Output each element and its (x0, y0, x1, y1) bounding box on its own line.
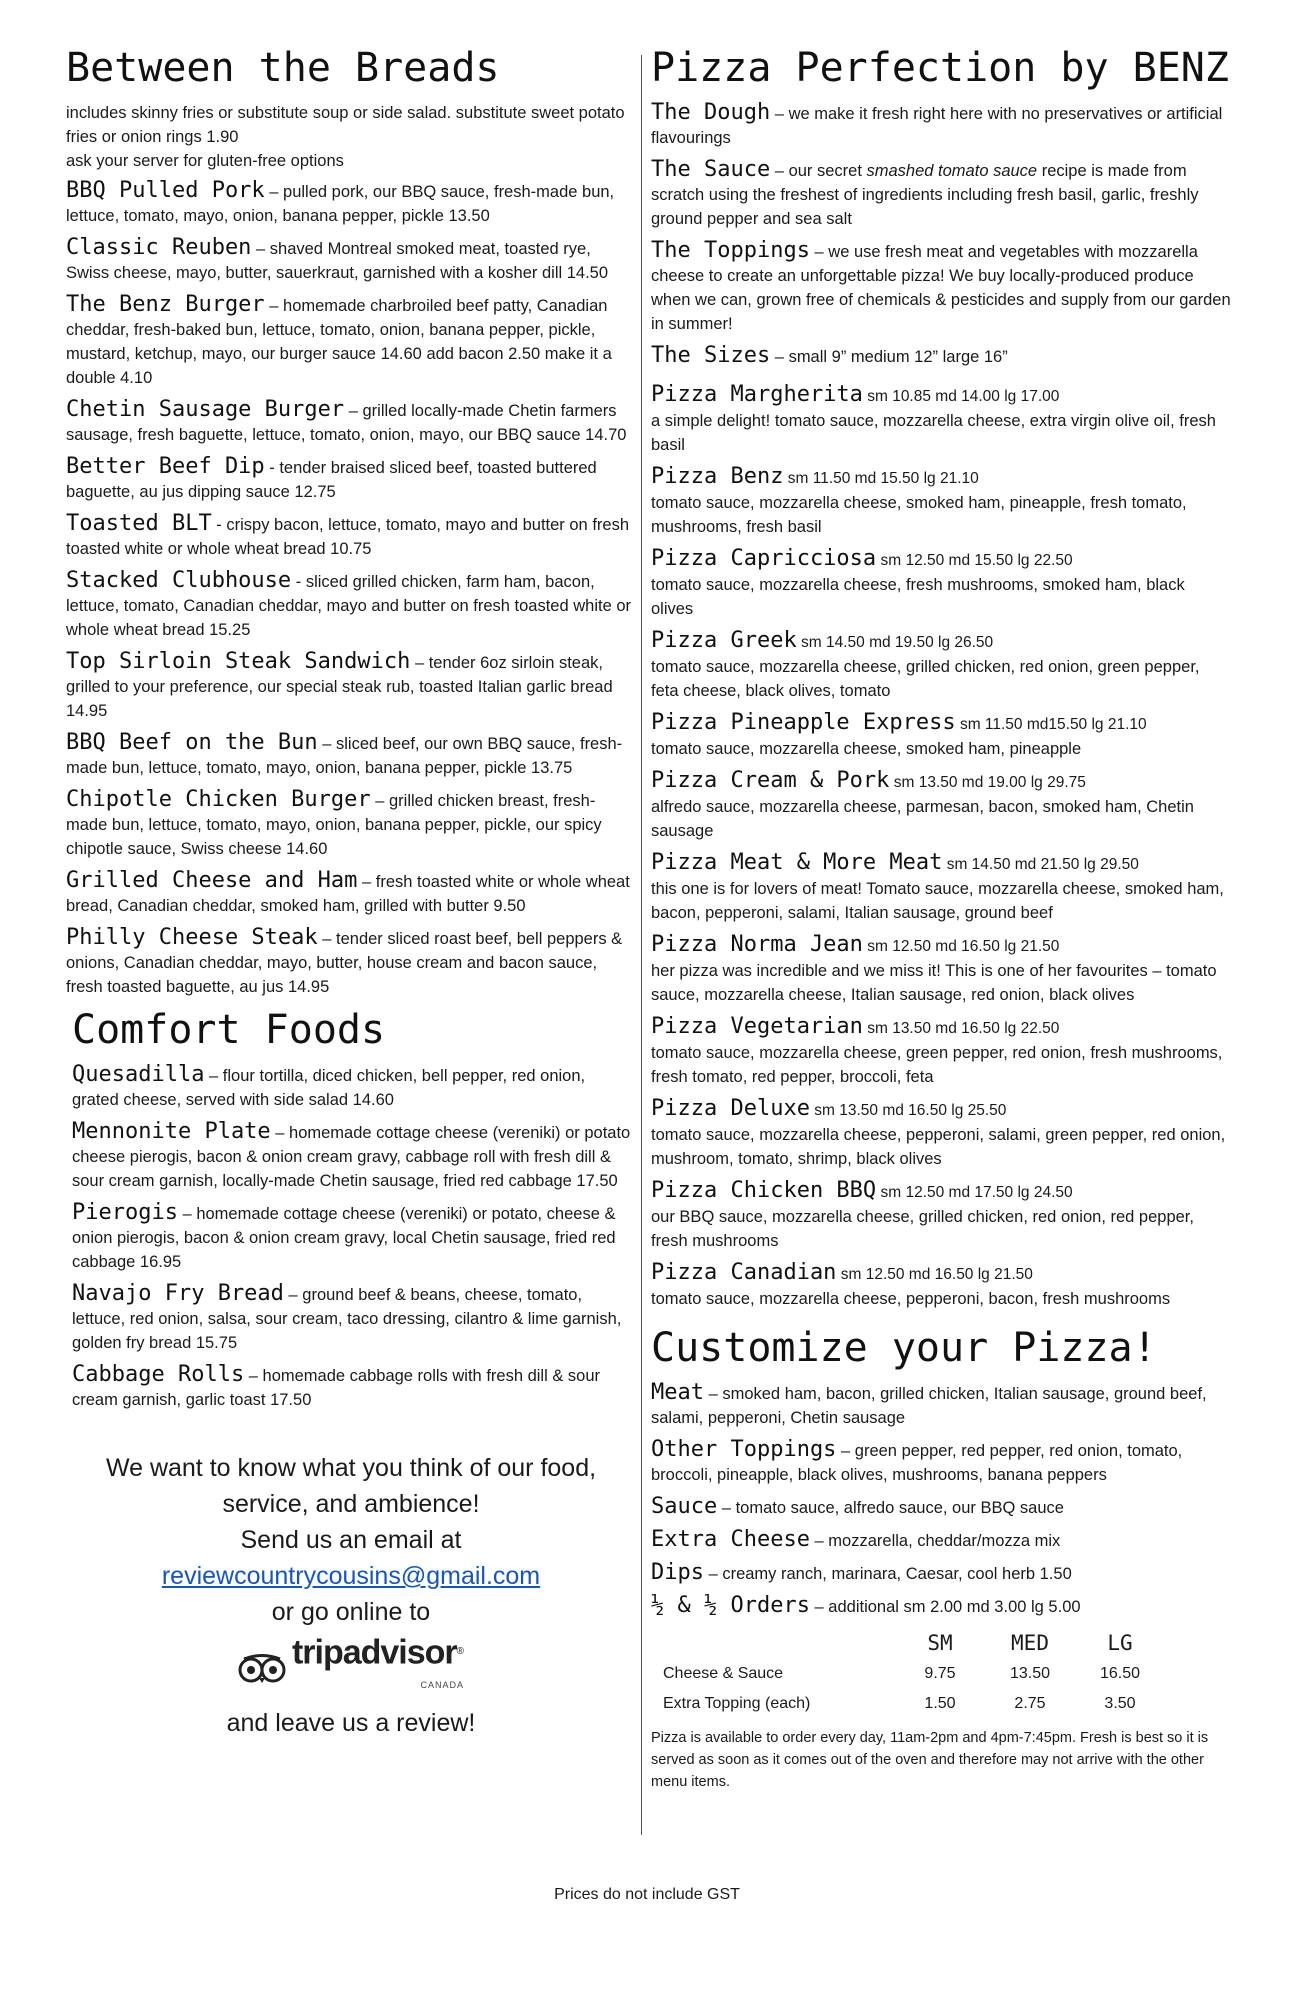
right-column (651, 45, 1231, 1793)
menu-item-name: Pizza Meat & More Meat (651, 850, 943, 875)
menu-item-name: ½ & ½ Orders (651, 1593, 810, 1618)
menu-item-name: Toasted BLT (66, 511, 212, 536)
menu-item (651, 383, 1231, 457)
menu-item-description: – fresh toasted white or whole wheat bread, Canadian cheddar, smoked ham, grilled with butter 9.50 (66, 873, 630, 915)
menu-item-price: sm 14.50 md 21.50 lg 29.50 (942, 856, 1139, 873)
menu-item (651, 465, 1231, 539)
menu-item-description: – tomato sauce, alfredo sauce, our BBQ sauce (717, 1499, 1064, 1517)
menu-item (72, 1363, 636, 1412)
comfort-foods-section (66, 1007, 636, 1412)
menu-item-description: a simple delight! tomato sauce, mozzarella cheese, extra virgin olive oil, fresh basil (651, 412, 1216, 454)
about-dough (651, 101, 1231, 150)
menu-item-description: tomato sauce, mozzarella cheese, pepperoni, bacon, fresh mushrooms (651, 1290, 1171, 1308)
table-row (655, 1659, 1165, 1689)
menu-item-name: Pizza Greek (651, 628, 797, 653)
about-desc: – our secret (770, 162, 867, 180)
menu-item-description: – homemade cottage cheese (vereniki) or potato, cheese & onion pierogis, bacon & onion cream gravy, local Chetin sausage, fried red cabbage 16.95 (72, 1205, 616, 1271)
pizza-availability-note: Pizza is available to order every day, 11am-2pm and 4pm-7:45pm. Fresh is best so it is served as soon as it comes out of the oven and therefore may not arrive with the other menu items. (651, 1730, 1209, 1790)
menu-item (72, 1201, 636, 1274)
menu-item (651, 933, 1231, 1007)
menu-item-description: – grilled locally-made Chetin farmers sausage, fresh baguette, lettuce, tomato, onion, mayo, our BBQ sauce 14.70 (66, 402, 627, 444)
table-cell: 2.75 (1014, 1695, 1046, 1712)
menu-item-price: sm 11.50 md 15.50 lg 21.10 (783, 470, 979, 487)
menu-item-description: her pizza was incredible and we miss it! This is one of her favourites – tomato sauce, mozzarella cheese, Italian sausage, red onion, black olives (651, 962, 1217, 1004)
menu-item-description: – tender sliced roast beef, bell peppers & onions, Canadian cheddar, mayo, butter, house cream and bacon sauce, fresh toasted baguette, au jus 14.95 (66, 930, 623, 996)
table-header: SM (927, 1631, 953, 1655)
about-desc: recipe is made from scratch using the freshest of ingredients including fresh basil, garlic, freshly ground pepper and sea salt (651, 162, 1199, 228)
gluten-free-note: ask your server for gluten-free options (66, 152, 344, 170)
menu-item-description: - tender braised sliced beef, toasted buttered baguette, au jus dipping sauce 12.75 (66, 459, 597, 501)
menu-item (66, 293, 636, 390)
intro-text: includes skinny fries or substitute soup or side salad. substitute sweet potato fries or onion rings 1.90 (66, 104, 625, 146)
menu-item-description: – additional sm 2.00 md 3.00 lg 5.00 (809, 1598, 1081, 1616)
menu-item-description: – mozzarella, cheddar/mozza mix (809, 1532, 1061, 1550)
menu-item (651, 1495, 1231, 1520)
menu-item (651, 1438, 1231, 1487)
menu-item-name: The Benz Burger (66, 292, 265, 317)
menu-item (66, 398, 636, 447)
menu-item-name: BBQ Beef on the Bun (66, 730, 318, 755)
menu-item (66, 869, 636, 918)
menu-item (66, 731, 636, 780)
review-line-2: Send us an email at (240, 1526, 462, 1554)
menu-item-price: sm 14.50 md 19.50 lg 26.50 (796, 634, 994, 651)
table-cell: Extra Topping (each) (663, 1695, 811, 1712)
about-desc: – small 9” medium 12” large 16” (770, 348, 1008, 366)
menu-item-name: Navajo Fry Bread (72, 1281, 284, 1306)
menu-item-price: sm 13.50 md 16.50 lg 25.50 (809, 1102, 1007, 1119)
menu-item-description: tomato sauce, mozzarella cheese, smoked ham, pineapple (651, 740, 1082, 758)
menu-item-name: Chetin Sausage Burger (66, 397, 345, 422)
table-row (655, 1689, 1165, 1719)
review-request (66, 1450, 636, 1741)
tripadvisor-owl-icon (238, 1654, 286, 1684)
menu-item-name: Pizza Capricciosa (651, 546, 877, 571)
menu-item-name: Pizza Benz (651, 464, 784, 489)
menu-item-name: Other Toppings (651, 1437, 837, 1462)
menu-item-price: sm 12.50 md 15.50 lg 22.50 (876, 552, 1073, 569)
menu-item (651, 769, 1231, 843)
menu-item-description: – smoked ham, bacon, grilled chicken, Italian sausage, ground beef, salami, pepperoni, Chetin sausage (651, 1385, 1207, 1427)
review-line-4: and leave us a review! (226, 1709, 476, 1738)
footer-gst-note: Prices do not include GST (554, 1886, 740, 1903)
table-cell: 13.50 (1009, 1665, 1051, 1682)
menu-item-price: sm 13.50 md 16.50 lg 22.50 (862, 1020, 1060, 1037)
pizza-list (651, 383, 1231, 1311)
menu-item (66, 788, 636, 861)
menu-item-description: – shaved Montreal smoked meat, toasted rye, Swiss cheese, mayo, butter, sauerkraut, garnished with a kosher dill 14.50 (66, 240, 609, 282)
menu-item (651, 1381, 1231, 1430)
section-title-customize: Customize your Pizza! (651, 1325, 1157, 1371)
menu-item-description: tomato sauce, mozzarella cheese, smoked ham, pineapple, fresh tomato, mushrooms, fresh basil (651, 494, 1187, 536)
review-line-1: We want to know what you think of our food, service, and ambience! (105, 1454, 597, 1518)
about-name: The Dough (651, 100, 771, 125)
menu-item (651, 629, 1231, 703)
menu-item-name: Top Sirloin Steak Sandwich (66, 649, 411, 674)
menu-item (651, 1097, 1231, 1171)
menu-item-name: Philly Cheese Steak (66, 925, 318, 950)
menu-item-price: sm 12.50 md 17.50 lg 24.50 (876, 1184, 1073, 1201)
menu-item (66, 512, 636, 561)
menu-item-description: - sliced grilled chicken, farm ham, bacon, lettuce, tomato, Canadian cheddar, mayo and butter on fresh toasted white or whole wheat bread 15.25 (66, 573, 632, 639)
menu-item (66, 926, 636, 999)
menu-item-name: Pizza Canadian (651, 1260, 837, 1285)
section-title-between-the-breads: Between the Breads (66, 45, 500, 91)
table-header: LG (1107, 1631, 1133, 1655)
menu-item (651, 711, 1231, 761)
menu-item-name: Classic Reuben (66, 235, 252, 260)
about-name: The Sauce (651, 157, 771, 182)
menu-item-description: tomato sauce, mozzarella cheese, grilled chicken, red onion, green pepper, feta cheese, black olives, tomato (651, 658, 1200, 700)
about-desc: – we use fresh meat and vegetables with mozzarella cheese to create an unforgettable pizza! We buy locally-produced produce when we can, grown free of chemicals & pesticides and supply from our garden in summer! (651, 243, 1231, 333)
column-divider (641, 55, 642, 1835)
menu-item-name: Pizza Norma Jean (651, 932, 863, 957)
menu-item (66, 650, 636, 723)
comfort-food-list (72, 1063, 636, 1412)
menu-item-name: Cabbage Rolls (72, 1362, 245, 1387)
menu-item-description: – creamy ranch, marinara, Caesar, cool herb 1.50 (703, 1565, 1072, 1583)
menu-item-name: Pizza Margherita (651, 382, 863, 407)
menu-item (651, 851, 1231, 925)
menu-item-price: sm 10.85 md 14.00 lg 17.00 (862, 388, 1060, 405)
menu-item-description: – homemade cottage cheese (vereniki) or potato cheese pierogis, bacon & onion cream gravy, cabbage roll with fresh dill & sour cream garnish, locally-made Chetin sausage, fried red cabbage 17.50 (72, 1124, 631, 1190)
menu-item-description: – green pepper, red pepper, red onion, tomato, broccoli, pineapple, black olives, mushrooms, banana peppers (651, 1442, 1183, 1484)
menu-item-description: – sliced beef, our own BBQ sauce, fresh-made bun, lettuce, tomato, mayo, onion, banana pepper, pickle 13.75 (66, 735, 623, 777)
table-header: MED (1011, 1631, 1049, 1655)
menu-item-name: Meat (651, 1380, 704, 1405)
tripadvisor-wordmark: tripadvisor (291, 1633, 457, 1672)
menu-item (651, 1261, 1231, 1311)
about-sizes (651, 344, 1231, 369)
registered-mark: ® (456, 1646, 465, 1657)
about-sauce (651, 158, 1231, 231)
menu-item-description: alfredo sauce, mozzarella cheese, parmesan, bacon, smoked ham, Chetin sausage (651, 798, 1194, 840)
section-intro (66, 101, 636, 173)
menu-item-name: Pizza Vegetarian (651, 1014, 863, 1039)
menu-item-description: – grilled chicken breast, fresh-made bun, lettuce, tomato, mayo, onion, banana pepper, pickle, our spicy chipotle sauce, Swiss cheese 14.60 (66, 792, 602, 858)
menu-item (651, 547, 1231, 621)
review-line-3: or go online to (271, 1598, 431, 1626)
table-cell: 9.75 (924, 1665, 956, 1682)
about-name: The Toppings (651, 238, 810, 263)
menu-item-description: tomato sauce, mozzarella cheese, pepperoni, salami, green pepper, red onion, mushroom, tomato, shrimp, black olives (651, 1126, 1226, 1168)
menu-item-price: sm 13.50 md 19.00 lg 29.75 (889, 774, 1086, 791)
menu-item-price: sm 12.50 md 16.50 lg 21.50 (862, 938, 1060, 955)
menu-item (66, 236, 636, 285)
menu-item-description: – flour tortilla, diced chicken, bell pepper, red onion, grated cheese, served with side salad 14.60 (72, 1067, 586, 1109)
menu-item (651, 1528, 1231, 1553)
about-name: The Sizes (651, 343, 771, 368)
table-cell: 1.50 (924, 1695, 956, 1712)
review-email-link[interactable]: reviewcountrycousins@gmail.com (161, 1562, 541, 1590)
menu-item (651, 1594, 1231, 1619)
menu-item-description: tomato sauce, mozzarella cheese, fresh mushrooms, smoked ham, black olives (651, 576, 1185, 618)
menu-item-name: Extra Cheese (651, 1527, 810, 1552)
about-desc: – we make it fresh right here with no preservatives or artificial flavourings (651, 105, 1223, 147)
section-title-comfort-foods: Comfort Foods (72, 1007, 386, 1053)
menu-item (651, 1561, 1231, 1586)
menu-item (72, 1063, 636, 1112)
sandwich-list (66, 179, 636, 999)
menu-item-name: Sauce (651, 1494, 718, 1519)
tripadvisor-logo[interactable] (66, 1634, 636, 1703)
menu-item-name: Mennonite Plate (72, 1119, 271, 1144)
menu-item-description: our BBQ sauce, mozzarella cheese, grilled chicken, red onion, red pepper, fresh mushrooms (651, 1208, 1194, 1250)
menu-item-description: – tender 6oz sirloin steak, grilled to your preference, our special steak rub, toasted Italian garlic bread 14.95 (66, 654, 613, 720)
menu-item (651, 1179, 1231, 1253)
table-header-row (655, 1627, 1165, 1659)
menu-item-name: Grilled Cheese and Ham (66, 868, 358, 893)
menu-item-description: – ground beef & beans, cheese, tomato, lettuce, red onion, salsa, sour cream, taco dressing, cilantro & lime garnish, golden fry bread 15.75 (72, 1286, 622, 1352)
menu-item (66, 179, 636, 228)
table-cell: Cheese & Sauce (663, 1665, 784, 1682)
menu-item-name: Pizza Cream & Pork (651, 768, 890, 793)
tripadvisor-country: CANADA (420, 1680, 465, 1691)
about-toppings (651, 239, 1231, 336)
menu-item-name: Better Beef Dip (66, 454, 265, 479)
table-cell: 3.50 (1104, 1695, 1136, 1712)
menu-item-name: Dips (651, 1560, 704, 1585)
about-desc-emphasis: smashed tomato sauce (866, 162, 1038, 180)
menu-item (72, 1120, 636, 1193)
menu-item-description: tomato sauce, mozzarella cheese, green pepper, red onion, fresh mushrooms, fresh tomato, red pepper, broccoli, feta (651, 1044, 1223, 1086)
table-cell: 16.50 (1099, 1665, 1141, 1682)
menu-item-name: Pierogis (72, 1200, 178, 1225)
menu-item-description: – homemade cabbage rolls with fresh dill & sour cream garnish, garlic toast 17.50 (72, 1367, 601, 1409)
section-title-pizza-perfection: Pizza Perfection by BENZ (651, 45, 1229, 91)
pizza-base-price-table (655, 1627, 1165, 1719)
menu-item-name: Quesadilla (72, 1062, 205, 1087)
menu-item-name: BBQ Pulled Pork (66, 178, 265, 203)
menu-item-description: - crispy bacon, lettuce, tomato, mayo and butter on fresh toasted white or whole wheat bread 10.75 (66, 516, 629, 558)
left-column (66, 45, 636, 1741)
menu-item-price: sm 12.50 md 16.50 lg 21.50 (836, 1266, 1033, 1283)
menu-item-name: Pizza Deluxe (651, 1096, 810, 1121)
menu-item-description: this one is for lovers of meat! Tomato sauce, mozzarella cheese, smoked ham, bacon, pepperoni, salami, Italian sausage, ground beef (651, 880, 1224, 922)
menu-item (651, 1015, 1231, 1089)
menu-item-description: – pulled pork, our BBQ sauce, fresh-made bun, lettuce, tomato, mayo, onion, banana pepper, pickle 13.50 (66, 183, 615, 225)
menu-item-name: Stacked Clubhouse (66, 568, 292, 593)
menu-item-description: – homemade charbroiled beef patty, Canadian cheddar, fresh-baked bun, lettuce, tomato, onion, banana pepper, pickle, mustard, ketchup, mayo, our burger sauce 14.60 add bacon 2.50 make it a double 4.10 (66, 297, 612, 387)
customize-list (651, 1381, 1231, 1619)
menu-item (72, 1282, 636, 1355)
menu-item-price: sm 11.50 md15.50 lg 21.10 (955, 716, 1147, 733)
menu-item-name: Chipotle Chicken Burger (66, 787, 371, 812)
menu-item-name: Pizza Pineapple Express (651, 710, 956, 735)
menu-item (66, 569, 636, 642)
table-header (655, 1627, 895, 1659)
menu-item (66, 455, 636, 504)
menu-item-name: Pizza Chicken BBQ (651, 1178, 877, 1203)
